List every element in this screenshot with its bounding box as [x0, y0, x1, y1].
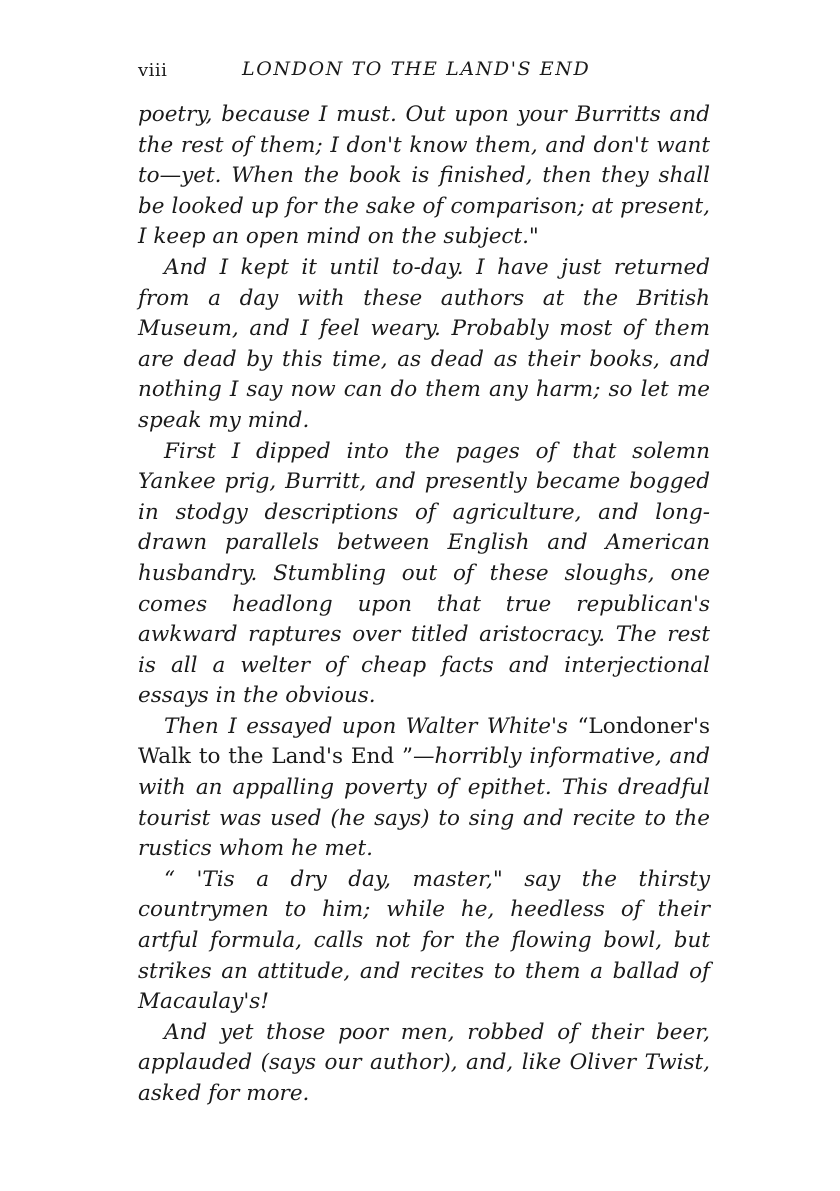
book-title-quote: “Londoner's Walk to the Land's End ” [138, 713, 710, 770]
page-number: viii [138, 60, 168, 81]
body-text [138, 100, 710, 1110]
paragraph-walter-white [138, 712, 710, 865]
walter-white-intro: Then I essayed upon Walter White's [164, 713, 578, 739]
walter-white-rest: —horribly informative, and with an appalling poverty of epithet. This dreadful tourist was used (he says) to sing and recite to the rustics whom he met. [138, 744, 710, 862]
paragraph-kept-until-today: And I kept it until to-day. I have just returned from a day with these authors at the British Museum, and I feel weary. Probably most of them are dead by this time, as dead as their books, and nothing I say now can do them any harm; so let me speak my mind. [138, 254, 710, 433]
paragraph-dry-day: “ 'Tis a dry day, master," say the thirsty countrymen to him; while he, heedless of their artful formula, calls not for the flowing bowl, but strikes an attitude, and recites to them a ballad of Macaulay's! [138, 866, 710, 1015]
running-head [138, 56, 710, 90]
paragraph-asked-for-more: And yet those poor men, robbed of their beer, applauded (says our author), and, like Oliver Twist, asked for more. [138, 1019, 710, 1106]
paragraph-burritt: First I dipped into the pages of that solemn Yankee prig, Burritt, and presently became bogged in stodgy descriptions of agriculture, and long-drawn parallels between English and American husbandry. Stumbling out of these sloughs, one comes headlong upon that true republican's awkward raptures over titled aristocracy. The rest is all a welter of cheap facts and interjectional essays in the obvious. [138, 438, 710, 709]
paragraph-continuation: poetry, because I must. Out upon your Burritts and the rest of them; I don't know them, and don't want to—yet. When the book is finished, then they shall be looked up for the sake of comparison; at present, I keep an open mind on the subject." [138, 102, 710, 250]
running-head-title: LONDON TO THE LAND'S END [242, 58, 591, 80]
book-page [138, 56, 710, 1110]
